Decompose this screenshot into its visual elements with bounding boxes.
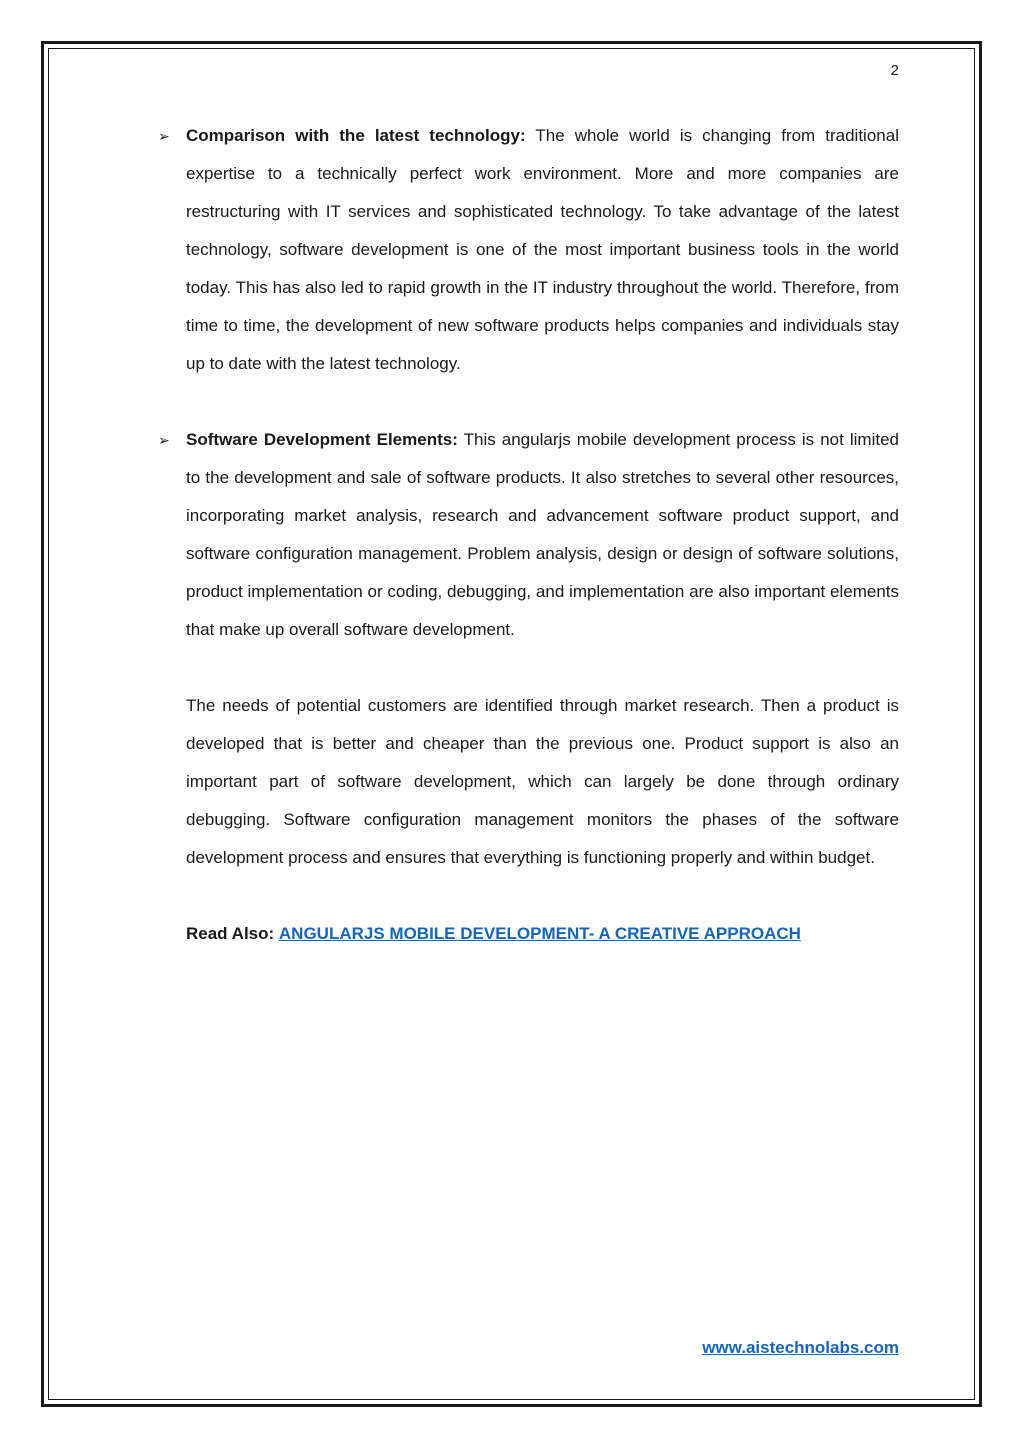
arrow-bullet-icon: ➢ xyxy=(158,432,170,448)
arrow-bullet-icon: ➢ xyxy=(158,128,170,144)
bullet-body: The whole world is changing from traditional expertise to a technically perfect work environment. More and more companies are restructuring with IT services and sophisticated technology. To take advantage of the latest technology, software development is one of the most important business tools in the world today. This has also led to rapid growth in the IT industry throughout the world. Therefore, from time to time, the development of new software products helps companies and individuals stay up to date with the latest technology. xyxy=(186,126,899,373)
bullet-heading: Software Development Elements: xyxy=(186,430,458,449)
read-also-line xyxy=(186,915,899,953)
bullet-item-elements xyxy=(158,421,899,649)
read-also-link[interactable]: ANGULARJS MOBILE DEVELOPMENT- A CREATIVE APPROACH xyxy=(278,924,801,943)
bullet-heading: Comparison with the latest technology: xyxy=(186,126,526,145)
page-number: 2 xyxy=(890,62,899,79)
footer-website-link[interactable]: www.aistechnolabs.com xyxy=(702,1338,899,1357)
bullet-body: This angularjs mobile development process is not limited to the development and sale of software products. It also stretches to several other resources, incorporating market analysis, research and advancement software product support, and software configuration management. Problem analysis, design or design of software solutions, product implementation or coding, debugging, and implementation are also important elements that make up overall software development. xyxy=(186,430,899,639)
bullet-item-comparison xyxy=(158,117,899,383)
body-paragraph: The needs of potential customers are identified through market research. Then a product is developed that is better and cheaper than the previous one. Product support is also an important part of software development, which can largely be done through ordinary debugging. Software configuration management monitors the phases of the software development process and ensures that everything is functioning properly and within budget. xyxy=(186,696,899,867)
read-also-label: Read Also: xyxy=(186,924,275,943)
document-body xyxy=(158,117,899,953)
